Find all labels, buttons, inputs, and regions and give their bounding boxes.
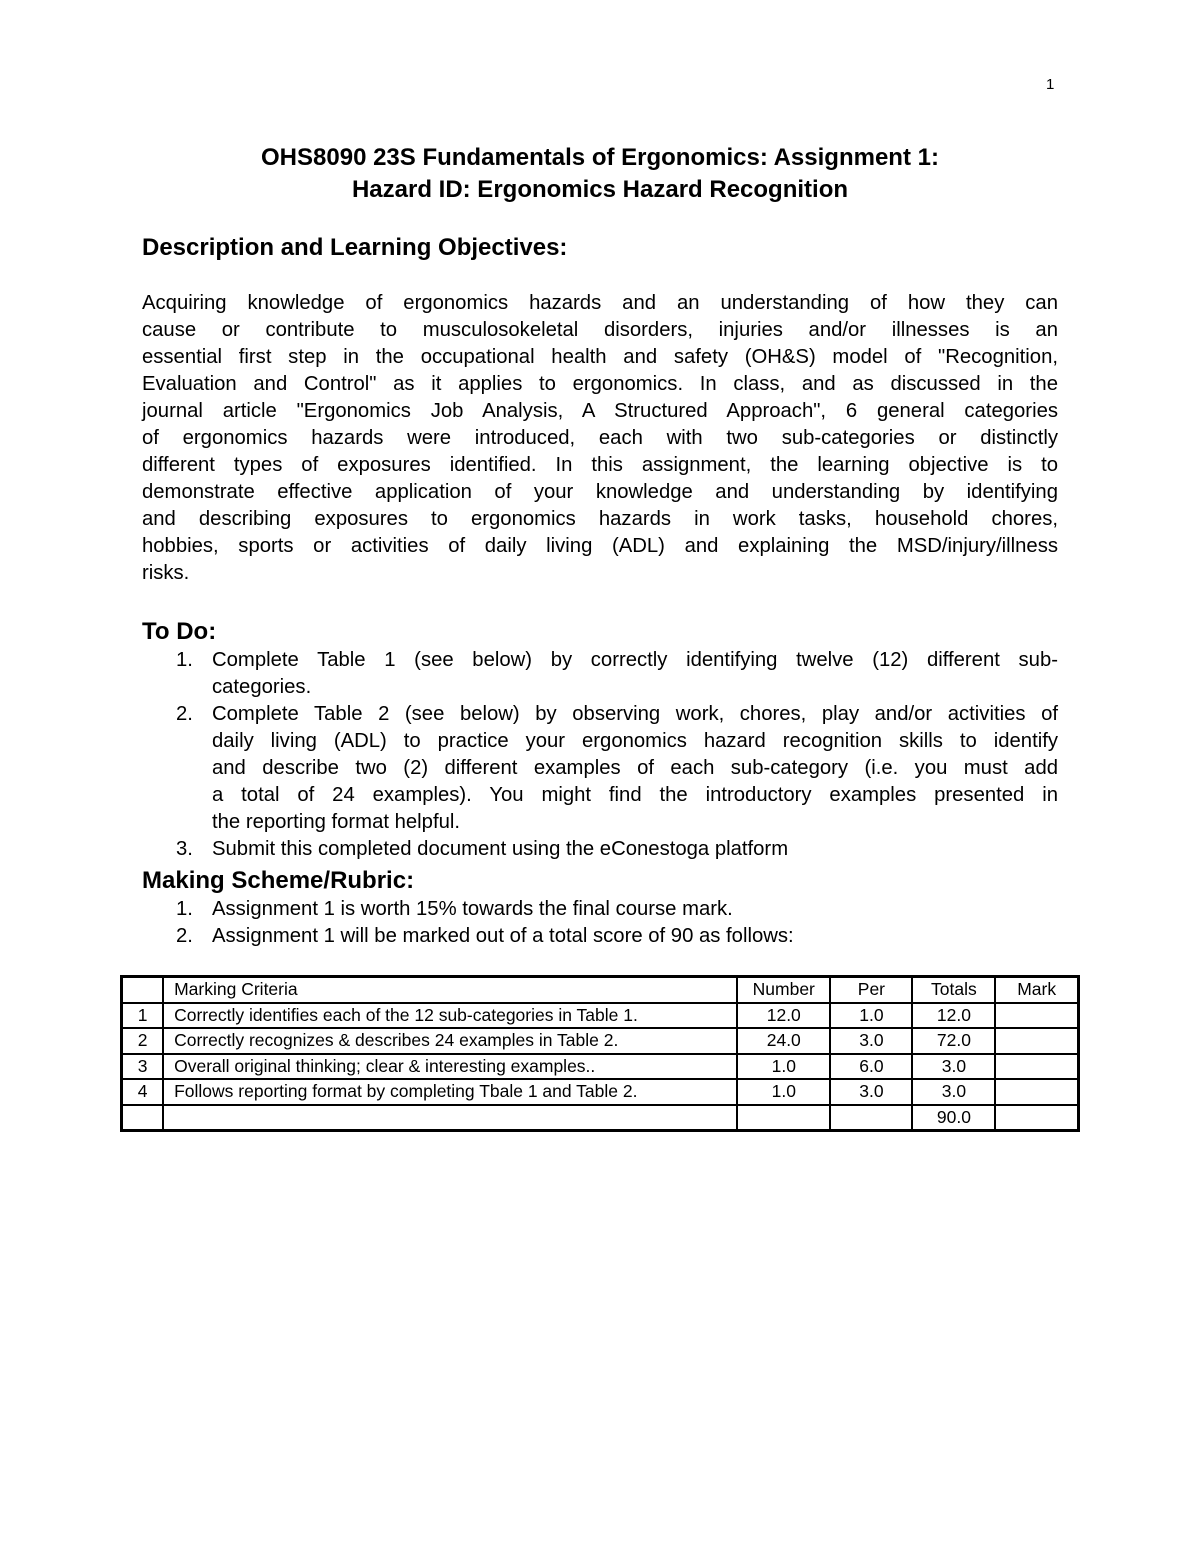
table-cell [995,1079,1078,1105]
header-cell: Per [830,977,912,1003]
todo-item [142,836,1058,863]
todo-item-line: and describe two (2) different examples of each sub-category (i.e. you must add [212,757,1058,779]
todo-item [142,647,1058,701]
paragraph-line: essential first step in the occupational health and safety (OH&S) model of "Recognition, [142,346,1058,368]
title-line-2: Hazard ID: Ergonomics Hazard Recognition [351,176,849,203]
table-cell: 1.0 [830,1003,912,1029]
description-paragraph [142,290,1058,587]
table-cell [830,1105,912,1131]
table-cell: 2 [122,1028,164,1054]
rubric-heading: Making Scheme/Rubric: [142,867,415,894]
marking-rubric-table [120,975,1080,1132]
table-cell: 12.0 [912,1003,995,1029]
page-number: 1 [1046,76,1055,93]
todo-item-line: Submit this completed document using the eConestoga platform [212,838,789,860]
table-cell: 3.0 [912,1079,995,1105]
table-cell [995,1054,1078,1080]
todo-item-line: daily living (ADL) to practice your ergonomics hazard recognition skills to identify [212,730,1058,752]
table-cell: Overall original thinking; clear & interesting examples.. [163,1054,737,1080]
todo-list [142,647,1058,863]
rubric-item [142,923,1058,950]
table-cell: 4 [122,1079,164,1105]
todo-item [142,701,1058,836]
document-title [0,142,1200,206]
todo-item-line: Complete Table 2 (see below) by observing work, chores, play and/or activities of [212,703,1058,725]
table-cell: 24.0 [737,1028,830,1054]
table-row [122,1054,1079,1080]
table-header-row [122,977,1079,1003]
rubric-item-number: 1. [176,898,193,920]
todo-heading: To Do: [142,618,217,645]
paragraph-line: cause or contribute to musculosokeletal disorders, injuries and/or illnesses is an [142,319,1058,341]
table-cell: Correctly identifies each of the 12 sub-categories in Table 1. [163,1003,737,1029]
table-cell [737,1105,830,1131]
table-cell [122,1105,164,1131]
table-row [122,1079,1079,1105]
paragraph-line: demonstrate effective application of your knowledge and understanding by identifying [142,481,1058,503]
header-cell: Number [737,977,830,1003]
rubric-item [142,896,1058,923]
rubric-item-line: Assignment 1 is worth 15% towards the final course mark. [212,898,733,920]
table-cell: Correctly recognizes & describes 24 examples in Table 2. [163,1028,737,1054]
table-cell: 72.0 [912,1028,995,1054]
todo-item-line: categories. [212,676,312,698]
table-cell [995,1003,1078,1029]
rubric-item-line: Assignment 1 will be marked out of a total score of 90 as follows: [212,925,794,947]
header-cell [122,977,164,1003]
todo-item-line: Complete Table 1 (see below) by correctly identifying twelve (12) different sub- [212,649,1058,671]
paragraph-line: different types of exposures identified. In this assignment, the learning objective is to [142,454,1058,476]
header-cell: Marking Criteria [163,977,737,1003]
grand-total-cell: 90.0 [912,1105,995,1131]
paragraph-line: Acquiring knowledge of ergonomics hazards and an understanding of how they can [142,292,1058,314]
table-cell: 3.0 [912,1054,995,1080]
paragraph-line: and describing exposures to ergonomics hazards in work tasks, household chores, [142,508,1058,530]
paragraph-line: risks. [142,562,190,584]
table-cell: Follows reporting format by completing Tbale 1 and Table 2. [163,1079,737,1105]
rubric-list [142,896,1058,950]
title-line-1: OHS8090 23S Fundamentals of Ergonomics: Assignment 1: [261,144,939,171]
table-cell: 3 [122,1054,164,1080]
header-cell: Mark [995,977,1078,1003]
todo-item-number: 1. [176,649,193,671]
table-cell: 3.0 [830,1079,912,1105]
paragraph-line: of ergonomics hazards were introduced, each with two sub-categories or distinctly [142,427,1058,449]
todo-item-line: the reporting format helpful. [212,811,461,833]
table-cell [995,1105,1078,1131]
table-cell: 12.0 [737,1003,830,1029]
table-cell: 3.0 [830,1028,912,1054]
table-cell: 1 [122,1003,164,1029]
table-cell: 6.0 [830,1054,912,1080]
todo-item-line: a total of 24 examples). You might find the introductory examples presented in [212,784,1058,806]
table-cell: 1.0 [737,1079,830,1105]
paragraph-line: journal article "Ergonomics Job Analysis, A Structured Approach", 6 general categories [142,400,1058,422]
paragraph-line: Evaluation and Control" as it applies to ergonomics. In class, and as discussed in the [142,373,1058,395]
paragraph-line: hobbies, sports or activities of daily living (ADL) and explaining the MSD/injury/illness [142,535,1058,557]
table-cell: 1.0 [737,1054,830,1080]
table-cell [163,1105,737,1131]
table-total-row [122,1105,1079,1131]
table-cell [995,1028,1078,1054]
todo-item-number: 3. [176,838,193,860]
todo-item-number: 2. [176,703,193,725]
header-cell: Totals [912,977,995,1003]
table-row [122,1003,1079,1029]
table-row [122,1028,1079,1054]
rubric-item-number: 2. [176,925,193,947]
description-heading: Description and Learning Objectives: [142,234,568,261]
